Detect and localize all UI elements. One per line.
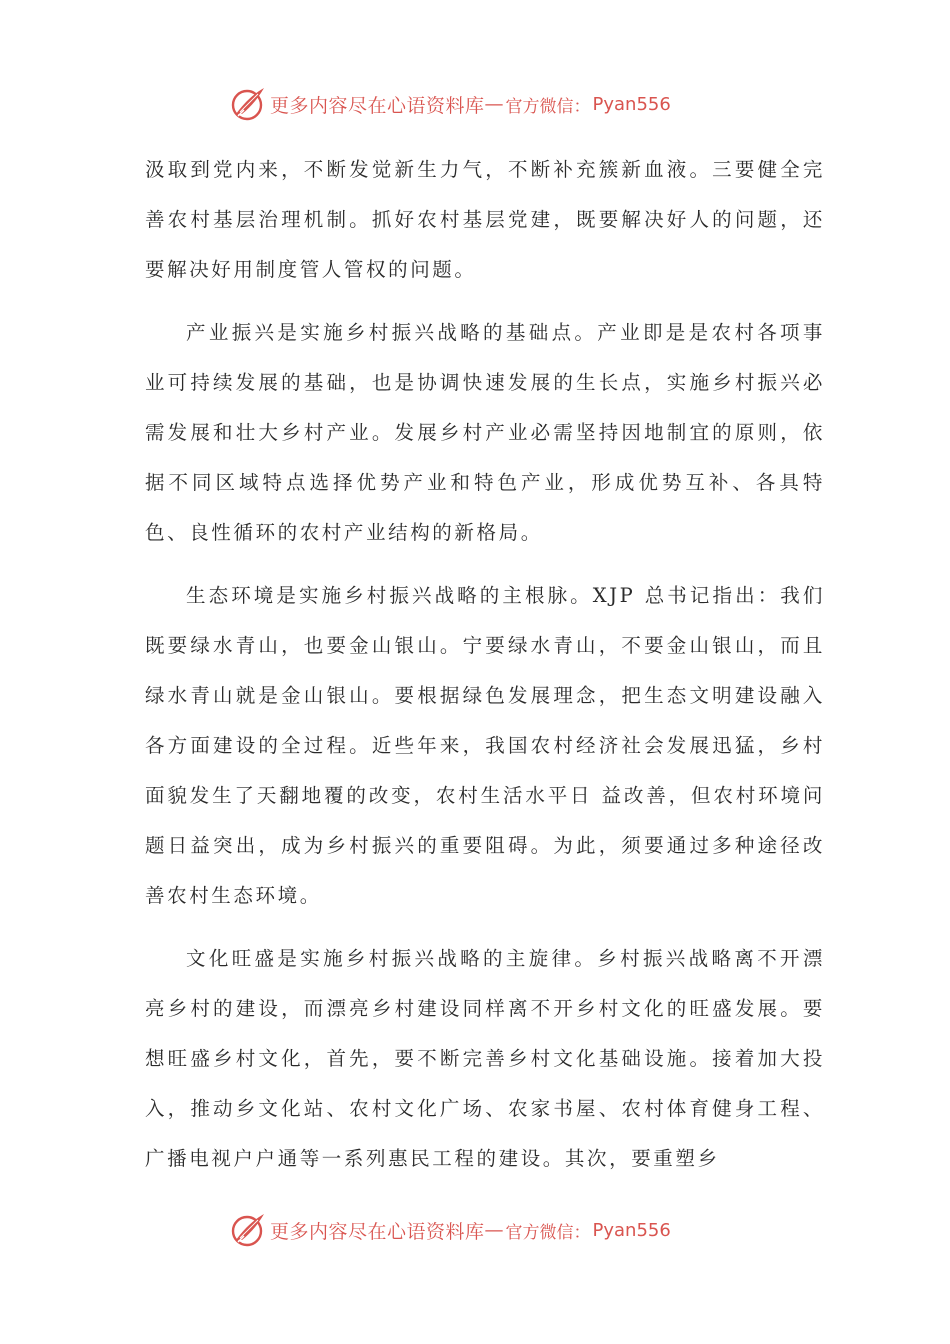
paragraph-continued: 汲取到党内来，不断发觉新生力气，不断补充簇新血液。三要健全完善农村基层治理机制。抓好农村基层党建，既要解决好人的问题，还要解决好用制度管人管权的问题。	[145, 158, 825, 281]
banner-dash: —	[484, 1219, 504, 1241]
banner-slogan: 更多内容尽在心语资料库	[270, 94, 485, 117]
footer-banner	[228, 1208, 748, 1252]
paragraph-ecology: 生态环境是实施乡村振兴战略的主根脉。XJP 总书记指出：我们既要绿水青山，也要金山银山。宁要绿水青山，不要金山银山，而且绿水青山就是金山银山。要根据绿色发展理念，把生态文明建设融入各方面建设的全过程。近些年来，我国农村经济社会发展迅猛，乡村面貌发生了天翻地覆的改变，农村生活水平日 益改善，但农村环境问题日益突出，成为乡村振兴的重要阻碍。为此，须要通过多种途径改善农村生态环境。	[145, 584, 825, 907]
quill-seal-icon	[228, 84, 268, 124]
quill-seal-icon	[228, 1210, 268, 1250]
document-body	[145, 145, 825, 1197]
banner-wechat-label: 官方微信：	[505, 1222, 591, 1243]
header-banner	[228, 82, 748, 126]
paragraph-industry: 产业振兴是实施乡村振兴战略的基础点。产业即是是农村各项事业可持续发展的基础，也是协调快速发展的生长点，实施乡村振兴必需发展和壮大乡村产业。发展乡村产业必需坚持因地制宜的原则，依据不同区域特点选择优势产业和特色产业，形成优势互补、各具特色、良性循环的农村产业结构的新格局。	[145, 321, 825, 544]
paragraph-culture: 文化旺盛是实施乡村振兴战略的主旋律。乡村振兴战略离不开漂亮乡村的建设，而漂亮乡村建设同样离不开乡村文化的旺盛发展。要想旺盛乡村文化，首先，要不断完善乡村文化基础设施。接着加大投入，推动乡文化站、农村文化广场、农家书屋、农村体育健身工程、广播电视户户通等一系列惠民工程的建设。其次，要重塑乡	[145, 947, 825, 1170]
banner-wechat-id: Pyan556	[592, 1219, 671, 1241]
banner-wechat-id: Pyan556	[592, 93, 671, 115]
banner-dash: —	[484, 93, 504, 115]
banner-slogan: 更多内容尽在心语资料库	[270, 1220, 485, 1243]
banner-wechat-label: 官方微信：	[505, 96, 591, 117]
